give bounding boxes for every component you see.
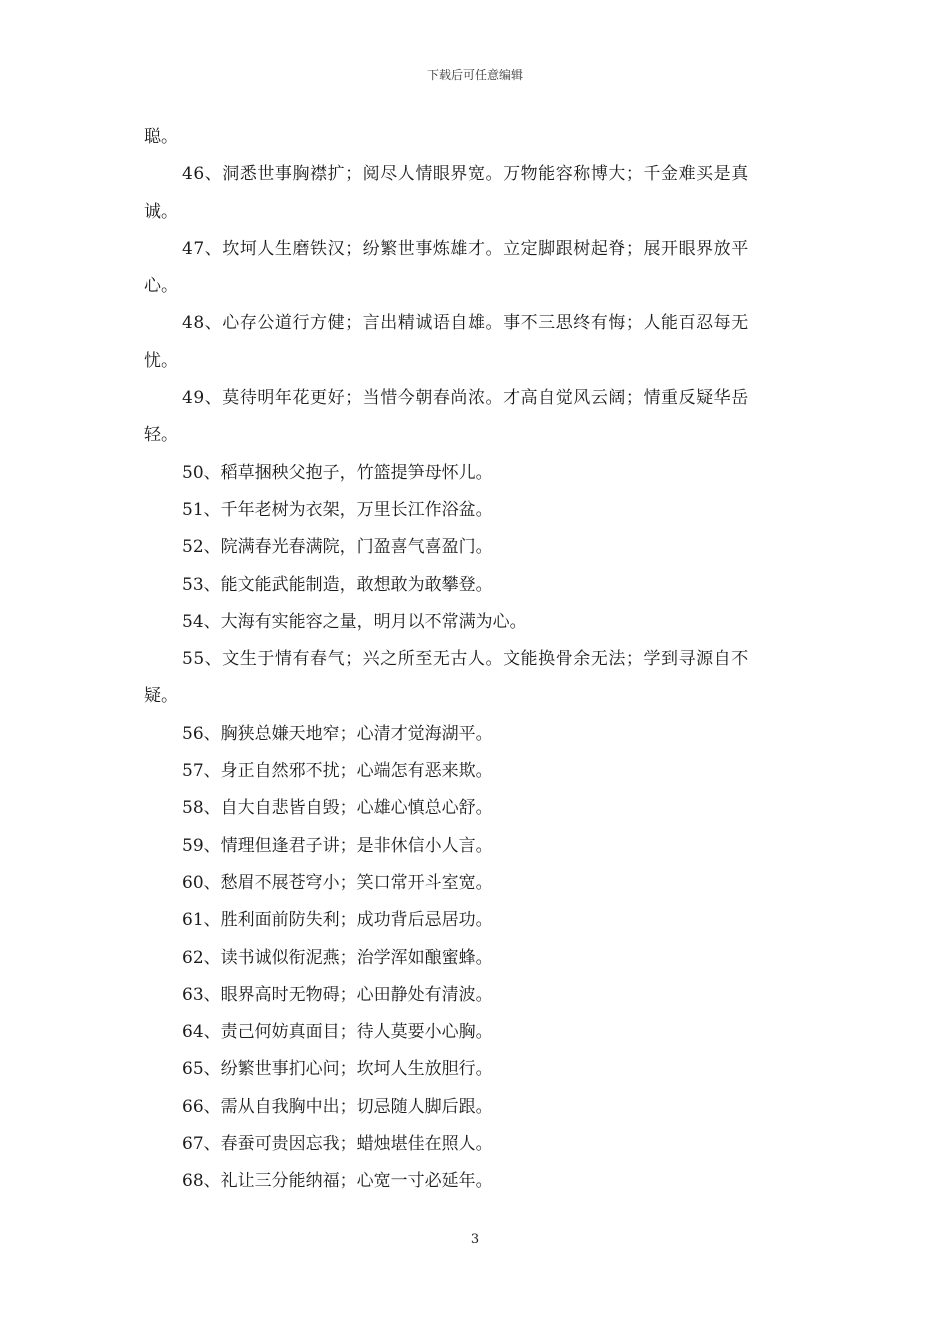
text-line: 58、自大自悲皆自毁；心雄心慎总心舒。 (182, 798, 493, 819)
page-header: 下载后可任意编辑 (426, 68, 523, 82)
text-line: 诚。 (144, 201, 178, 222)
text-line: 疑。 (144, 686, 178, 707)
page-number: 3 (470, 1232, 480, 1247)
text-line: 64、责己何妨真面目；待人莫要小心胸。 (182, 1022, 493, 1043)
text-line: 66、需从自我胸中出；切忌随人脚后跟。 (182, 1096, 493, 1117)
text-line: 53、能文能武能制造，敢想敢为敢攀登。 (182, 574, 493, 595)
text-line: 60、愁眉不展苍穹小；笑口常开斗室宽。 (182, 872, 493, 893)
text-line: 48、心存公道行方健；言出精诚语自雄。事不三思终有悔；人能百忍每无 (182, 313, 749, 334)
text-line: 55、文生于情有春气；兴之所至无古人。文能换骨余无法；学到寻源自不 (182, 649, 749, 670)
text-line: 聪。 (144, 127, 178, 147)
text-line: 心。 (144, 276, 178, 297)
text-line: 65、纷繁世事扪心问；坎坷人生放胆行。 (182, 1059, 493, 1080)
text-line: 68、礼让三分能纳福；心宽一寸必延年。 (182, 1171, 493, 1192)
text-line: 46、洞悉世事胸襟扩；阅尽人情眼界宽。万物能容称博大；千金难买是真 (182, 164, 749, 185)
text-line: 63、眼界高时无物碍；心田静处有清波。 (182, 984, 493, 1005)
text-line: 50、稻草捆秧父抱子，竹篮提笋母怀儿。 (182, 462, 493, 483)
text-line: 67、春蚕可贵因忘我；蜡烛堪佳在照人。 (182, 1134, 493, 1155)
text-line: 49、莫待明年花更好；当惜今朝春尚浓。才高自觉风云阔；情重反疑华岳 (182, 388, 749, 409)
text-line: 51、千年老树为衣架，万里长江作浴盆。 (182, 499, 493, 520)
text-line: 62、读书诚似衔泥燕；治学浑如酿蜜蜂。 (182, 947, 493, 968)
text-line: 56、胸狭总嫌天地窄；心清才觉海湖平。 (182, 723, 493, 744)
text-line: 57、身正自然邪不扰；心端怎有恶来欺。 (182, 761, 493, 782)
text-line: 59、情理但逢君子讲；是非休信小人言。 (182, 835, 493, 856)
text-line: 轻。 (144, 425, 178, 446)
text-line: 忧。 (144, 350, 178, 371)
document-body (144, 119, 806, 1201)
text-line: 52、院满春光春满院，门盈喜气喜盈门。 (182, 537, 493, 558)
text-line: 47、坎坷人生磨铁汉；纷繁世事炼雄才。立定脚跟树起脊；展开眼界放平 (182, 238, 749, 259)
text-line: 54、大海有实能容之量，明月以不常满为心。 (182, 611, 527, 632)
text-line: 61、胜利面前防失利；成功背后忌居功。 (182, 910, 493, 931)
